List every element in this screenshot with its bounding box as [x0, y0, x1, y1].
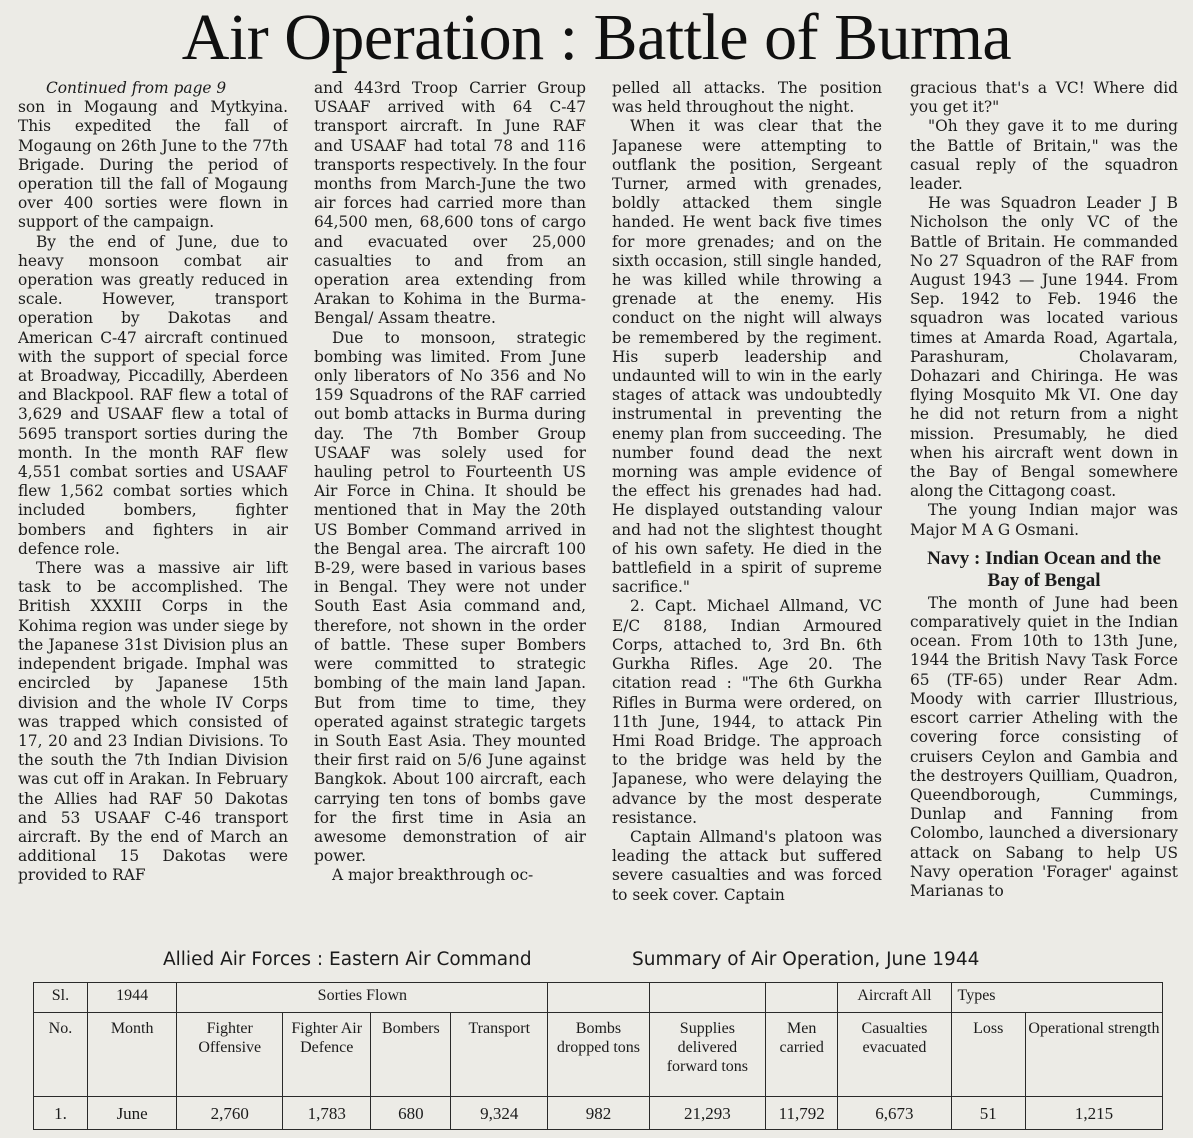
cell-no: 1.: [34, 1097, 88, 1130]
paragraph: son in Mogaung and Mytkyina. This expedited the fall of Mogaung on 26th June to the 77th Brigade. During the period of operation till the fall of Mogaung over 400 sorties were flown in support of the campaign.: [18, 98, 288, 232]
article-column-3: [612, 79, 882, 941]
cell-fighter-offensive: 2,760: [177, 1097, 283, 1130]
header-bombs-dropped: Bombs dropped tons: [548, 1013, 649, 1097]
page-title: Air Operation : Battle of Burma: [181, 1, 1012, 74]
header-sl: Sl.: [34, 983, 88, 1013]
paragraph: He was Squadron Leader J B Nicholson the only VC of the Battle of Britain. He commanded No 27 Squadron of the RAF from August 1943 — June 1944. From Sep. 1942 to Feb. 1946 the squadron was located various times at Amarda Road, Agartala, Parashuram, Cholavaram, Dohazari and Chiringa. He was flying Mosquito Mk VI. One day he did not return from a night mission. Presumably, he died when his aircraft went down in the Bay of Bengal somewhere along the Cittagong coast.: [910, 194, 1178, 501]
section-subheading: Navy : Indian Ocean and the Bay of Bengal: [927, 547, 1161, 591]
cell-casualties-evacuated: 6,673: [838, 1097, 951, 1130]
header-bombers: Bombers: [371, 1013, 451, 1097]
header-supplies-delivered: Supplies delivered forward tons: [649, 1013, 765, 1097]
header-casualties-evacuated: Casualties evacuated: [838, 1013, 951, 1097]
table-caption: [0, 944, 1193, 976]
header-blank: [548, 983, 649, 1013]
table-row: [34, 1097, 1163, 1130]
paragraph: A major breakthrough oc-: [332, 866, 534, 885]
header-men-carried: Men carried: [766, 1013, 838, 1097]
paragraph: gracious that's a VC! Where did you get it?": [910, 79, 1178, 117]
article-column-2: [314, 79, 586, 941]
table-header-row: [34, 983, 1163, 1013]
paragraph: "Oh they gave it to me during the Battle of Britain," was the casual reply of the squadron leader.: [910, 117, 1178, 194]
cell-fighter-air-defence: 1,783: [283, 1097, 371, 1130]
paragraph: There was a massive air lift task to be accomplished. The British XXXIII Corps in the Kohima region was under siege by the Japanese 31st Division plus an independent brigade. Imphal was encircled by Japanese 15th division and the whole IV Corps was trapped which consisted of 17, 20 and 23 Indian Divisions. To the south the 7th Indian Division was cut off in Arakan. In February the Allies had RAF 50 Dakotas and 53 USAAF C-46 transport aircraft. By the end of March an additional 15 Dakotas were provided to RAF: [18, 559, 288, 885]
header-operational-strength: Operational strength: [1025, 1013, 1162, 1097]
header-fighter-air-defence: Fighter Air Defence: [283, 1013, 371, 1097]
table-title-right: Summary of Air Operation, June 1944: [632, 949, 980, 970]
cell-supplies-delivered: 21,293: [649, 1097, 765, 1130]
article-column-4: [910, 79, 1178, 941]
cell-transport: 9,324: [451, 1097, 548, 1130]
header-sorties-flown: Sorties Flown: [177, 983, 548, 1013]
cell-operational-strength: 1,215: [1025, 1097, 1162, 1130]
header-transport: Transport: [451, 1013, 548, 1097]
header-types: Types: [951, 983, 1162, 1013]
header-blank: [649, 983, 765, 1013]
paragraph: Due to monsoon, strategic bombing was limited. From June only liberators of No 356 and No 159 Squadrons of the RAF carried out bomb attacks in Burma during day. The 7th Bomber Group USAAF was solely used for hauling petrol to Fourteenth US Air Force in China. It should be mentioned that in May the 20th US Bomber Command arrived in the Bengal area. The aircraft 100 B-29, were based in various bases in Bengal. They were not under South East Asia command and, therefore, not shown in the order of battle. These super Bombers were committed to strategic bombing of the main land Japan. But from time to time, they operated against strategic targets in South East Asia. They mounted their first raid on 5/6 June against Bangkok. About 100 aircraft, each carrying ten tons of bombs gave for the first time in Asia an awesome demonstration of air power.: [314, 328, 586, 866]
header-no: No.: [34, 1013, 88, 1097]
paragraph: By the end of June, due to heavy monsoon combat air operation was greatly reduced in scale. However, transport operation by Dakotas and American C-47 aircraft continued with the support of special force at Broadway, Piccadilly, Aberdeen and Blackpool. RAF flew a total of 3,629 and USAAF flew a total of 5695 transport sorties during the month. In the month RAF flew 4,551 combat sorties and USAAF flew 1,562 combat sorties which included bombers, fighter bombers and fighters in air defence role.: [18, 232, 288, 558]
paragraph: Captain Allmand's platoon was leading the attack but suffered severe casualties and was forced to seek cover. Captain: [612, 827, 882, 904]
paragraph: The young Indian major was Major M A G Osmani.: [910, 501, 1178, 539]
header-loss: Loss: [951, 1013, 1025, 1097]
cell-bombs-dropped: 982: [548, 1097, 649, 1130]
paragraph: When it was clear that the Japanese were attempting to outflank the position, Sergeant Turner, armed with grenades, boldly attacked them single handed. He went back five times for more grenades; and on the sixth occasion, still single handed, he was killed while throwing a grenade at the enemy. His conduct on the night will always be remembered by the regiment. His superb leadership and undaunted will to win in the early stages of attack was undoubtedly instrumental in preventing the enemy plan from succeeding. The number found dead the next morning was ample evidence of the effect his grenades had had. He displayed outstanding valour and had not the slightest thought of his own safety. He died in the battlefield in a spirit of supreme sacrifice.": [612, 117, 882, 597]
header-aircraft-all: Aircraft All: [838, 983, 951, 1013]
air-operation-summary-table: [33, 982, 1163, 1130]
table-title-left: Allied Air Forces : Eastern Air Command: [163, 949, 532, 970]
table-subheader-row: [34, 1013, 1163, 1097]
article-column-1: [18, 79, 288, 941]
header-blank: [766, 983, 838, 1013]
cell-men-carried: 11,792: [766, 1097, 838, 1130]
paragraph: 2. Capt. Michael Allmand, VC E/C 8188, Indian Armoured Corps, attached to, 3rd Bn. 6th Gurkha Rifles. Age 20. The citation read : "The 6th Gurkha Rifles in Burma were ordered, on 11th June, 1944, to attack Pin Hmi Road Bridge. The approach to the bridge was held by the Japanese, who were delaying the advance by the most desperate resistance.: [612, 597, 882, 827]
cell-month: June: [87, 1097, 176, 1130]
cell-loss: 51: [951, 1097, 1025, 1130]
header-month: Month: [87, 1013, 176, 1097]
paragraph: The month of June had been comparatively quiet in the Indian ocean. From 10th to 13th June, 1944 the British Navy Task Force 65 (TF-65) under Rear Adm. Moody with carrier Illustrious, escort carrier Atheling with the covering force consisting of cruisers Ceylon and Gambia and the destroyers Quilliam, Quadron, Queendborough, Cummings, Dunlap and Fanning from Colombo, launched a diversionary attack on Sabang to help US Navy operation 'Forager' against Marianas to: [910, 593, 1178, 900]
header-fighter-offensive: Fighter Offensive: [177, 1013, 283, 1097]
paragraph: pelled all attacks. The position was held throughout the night.: [612, 79, 882, 117]
header-year: 1944: [87, 983, 176, 1013]
cell-bombers: 680: [371, 1097, 451, 1130]
continued-note: Continued from page 9: [46, 79, 227, 97]
paragraph: and 443rd Troop Carrier Group USAAF arrived with 64 C-47 transport aircraft. In June RAF and USAAF had total 78 and 116 transports respectively. In the four months from March-June the two air forces had carried more than 64,500 men, 68,600 tons of cargo and evacuated over 25,000 casualties to and from an operation area extending from Arakan to Kohima in the Burma-Bengal/ Assam theatre.: [314, 79, 586, 328]
